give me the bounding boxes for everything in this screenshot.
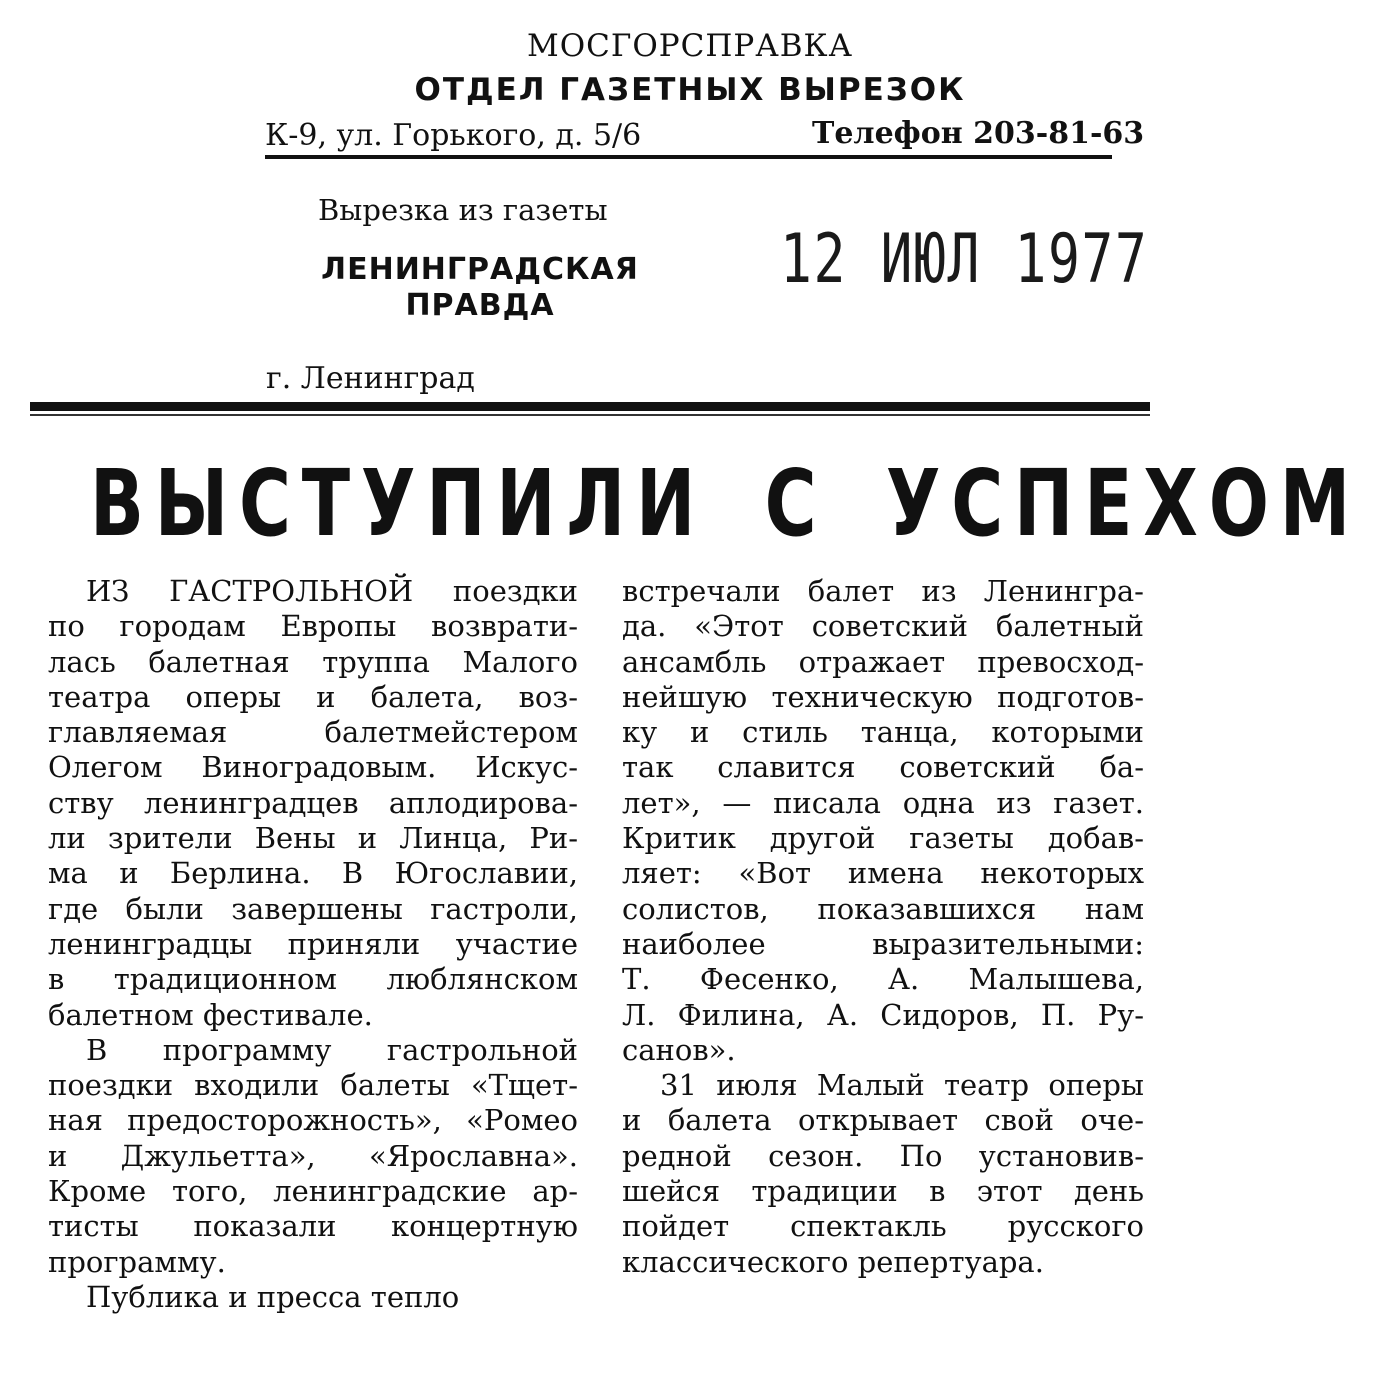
article-line: ству ленинградцев аплодирова- [48, 785, 578, 820]
clipping-source-label: Вырезка из газеты [318, 193, 608, 227]
article-line: ленинградцы приняли участие [48, 926, 578, 961]
article-line: балетном фестивале. [48, 997, 373, 1032]
date-stamp: 12 ИЮЛ 1977 [780, 220, 1149, 299]
article-line: так славится советский ба- [622, 750, 1144, 785]
article-line: лет», — писала одна из газет. [622, 785, 1144, 820]
article-line: Критик другой газеты добав- [622, 821, 1144, 856]
agency-address: К-9, ул. Горького, д. 5/6 [265, 118, 642, 153]
article-line: классического репертуара. [622, 1244, 1044, 1279]
article-line: театра оперы и балета, воз- [48, 679, 578, 714]
article-column-right [622, 574, 1144, 1280]
article-line: 31 июля Малый театр оперы [660, 1068, 1144, 1103]
article-line: шейся традиции в этот день [622, 1174, 1144, 1209]
article-line: пойдет спектакль русского [622, 1209, 1144, 1244]
masthead-rule [30, 402, 1150, 411]
article-line: поездки входили балеты «Тщет- [48, 1068, 578, 1103]
article-line: Публика и пресса тепло [86, 1279, 460, 1314]
article-line: Олегом Виноградовым. Искус- [48, 750, 578, 785]
article-headline: ВЫСТУПИЛИ С УСПЕХОМ [90, 450, 1361, 557]
article-line: лась балетная труппа Малого [48, 644, 578, 679]
newspaper-name: ЛЕНИНГРАДСКАЯ ПРАВДА [321, 252, 639, 323]
article-line: ма и Берлина. В Югославии, [48, 856, 578, 891]
article-line: тисты показали концертную [48, 1209, 578, 1244]
header-divider [265, 155, 1112, 159]
masthead-rule-thin [30, 414, 1150, 416]
department-name: ОТДЕЛ ГАЗЕТНЫХ ВЫРЕЗОК [414, 72, 966, 108]
article-line: ляет: «Вот имена некоторых [622, 856, 1144, 891]
agency-name: МОСГОРСПРАВКА [526, 28, 853, 64]
article-column-left [48, 574, 578, 1315]
article-line: Л. Филина, А. Сидоров, П. Ру- [622, 997, 1144, 1032]
article-line: ансамбль отражает превосход- [622, 644, 1144, 679]
article-line: Кроме того, ленинградские ар- [48, 1174, 578, 1209]
article-line: Т. Фесенко, А. Малышева, [622, 962, 1144, 997]
article-line: ли зрители Вены и Линца, Ри- [48, 821, 578, 856]
agency-phone: Телефон 203-81-63 [812, 116, 1145, 151]
article-line: редной сезон. По установив- [622, 1138, 1144, 1173]
article-line: солистов, показавшихся нам [622, 891, 1144, 926]
article-line: нейшую техническую подготов- [622, 679, 1144, 714]
article-line: и Джульетта», «Ярославна». [48, 1138, 578, 1173]
article-line: ку и стиль танца, которыми [622, 715, 1144, 750]
newspaper-city: г. Ленинград [266, 361, 475, 396]
article-line: в традиционном люблянском [48, 962, 578, 997]
article-line: где были завершены гастроли, [48, 891, 578, 926]
article-line: да. «Этот советский балетный [622, 609, 1144, 644]
article-line: программу. [48, 1244, 226, 1279]
article-line: наиболее выразительными: [622, 926, 1144, 961]
article-line: встречали балет из Ленингра- [622, 574, 1144, 608]
article-line: ная предосторожность», «Ромео [48, 1103, 578, 1138]
article-line: по городам Европы возврати- [48, 609, 578, 644]
article-line: санов». [622, 1032, 736, 1067]
article-line: ИЗ ГАСТРОЛЬНОЙ поездки [86, 574, 578, 608]
article-line: и балета открывает свой оче- [622, 1103, 1144, 1138]
article-line: В программу гастрольной [86, 1032, 578, 1067]
article-line: главляемая балетмейстером [48, 715, 578, 750]
